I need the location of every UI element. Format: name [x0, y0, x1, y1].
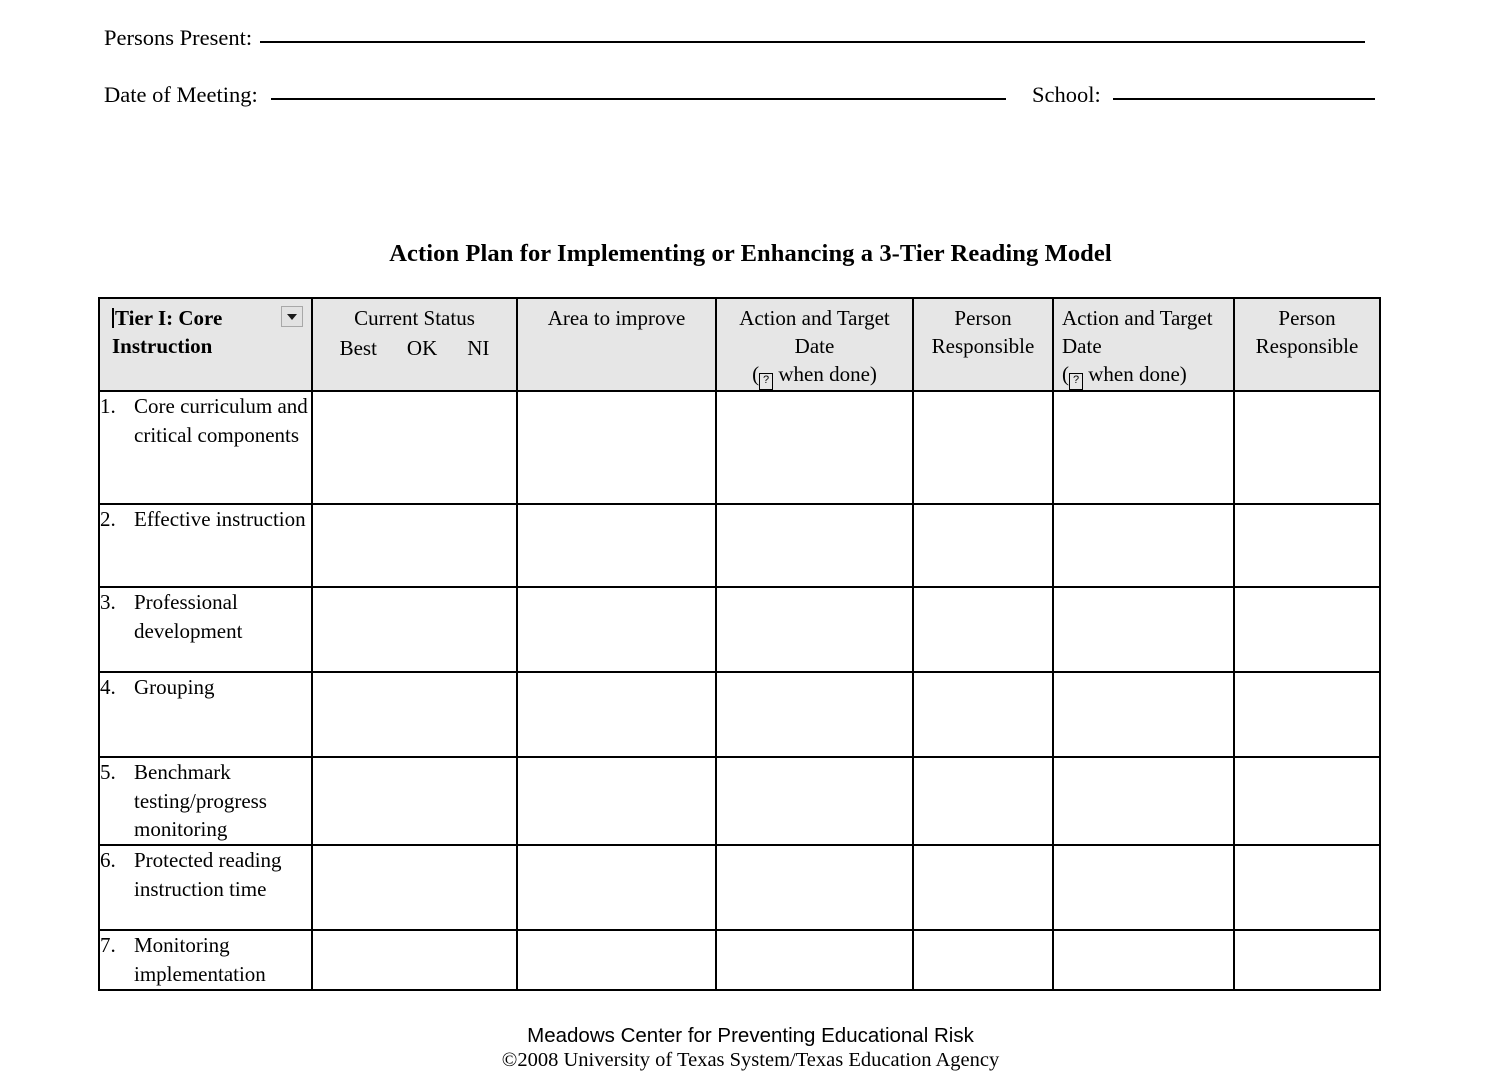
- cell-action-target-date-2[interactable]: [1053, 757, 1234, 845]
- cell-area-to-improve[interactable]: [517, 391, 716, 504]
- footer-copyright: ©2008 University of Texas System/Texas Education Agency: [501, 1049, 1000, 1071]
- cell-current-status[interactable]: [312, 672, 517, 757]
- row-label: Professional development: [134, 589, 243, 643]
- table-row: [99, 845, 1380, 930]
- cell-action-target-date-2[interactable]: [1053, 504, 1234, 587]
- cell-area-to-improve[interactable]: [517, 757, 716, 845]
- column-header-current-status-label: Current Status: [354, 306, 475, 330]
- row-number: 7.: [100, 933, 116, 958]
- persons-present-field[interactable]: [104, 27, 1365, 50]
- row-label-cell: [99, 587, 312, 672]
- row-label-cell: [99, 845, 312, 930]
- cell-current-status[interactable]: [312, 930, 517, 990]
- table-header-row: [99, 298, 1380, 391]
- row-number: 2.: [100, 506, 116, 531]
- column-header-area-to-improve: [517, 298, 716, 391]
- cell-action-target-date-1[interactable]: [716, 672, 913, 757]
- status-option-best[interactable]: Best: [339, 335, 377, 360]
- row-label-cell: [99, 930, 312, 990]
- cell-person-responsible-1[interactable]: [913, 587, 1053, 672]
- column-header-person-responsible-1-label: Person Responsible: [931, 306, 1035, 358]
- notdef-box-icon: ?: [1069, 373, 1083, 390]
- row-label-cell: [99, 504, 312, 587]
- footer: [0, 1023, 1501, 1073]
- cell-current-status[interactable]: [312, 391, 517, 504]
- cell-current-status[interactable]: [312, 757, 517, 845]
- status-scale: [317, 335, 512, 363]
- row-label: Grouping: [134, 674, 215, 699]
- cell-current-status[interactable]: [312, 587, 517, 672]
- cell-area-to-improve[interactable]: [517, 930, 716, 990]
- cell-person-responsible-1[interactable]: [913, 845, 1053, 930]
- cell-person-responsible-2[interactable]: [1234, 504, 1380, 587]
- status-option-ni[interactable]: NI: [467, 335, 490, 360]
- page-title: Action Plan for Implementing or Enhancing a 3-Tier Reading Model: [389, 240, 1112, 267]
- cell-action-target-date-1[interactable]: [716, 504, 913, 587]
- table-header: [99, 298, 1380, 391]
- row-number: 6.: [100, 848, 116, 873]
- notdef-box-icon: ?: [759, 373, 773, 390]
- row-label-cell: [99, 672, 312, 757]
- row-label: Core curriculum and critical components: [134, 393, 308, 447]
- persons-present-label: Persons Present:: [104, 25, 253, 50]
- text-cursor-icon: [112, 308, 114, 328]
- school-input-rule[interactable]: [1113, 97, 1375, 100]
- cell-area-to-improve[interactable]: [517, 672, 716, 757]
- cell-person-responsible-1[interactable]: [913, 672, 1053, 757]
- row-number: 4.: [100, 674, 116, 699]
- cell-person-responsible-2[interactable]: [1234, 587, 1380, 672]
- cell-person-responsible-1[interactable]: [913, 930, 1053, 990]
- row-label: Benchmark testing/progress monitoring: [134, 759, 267, 842]
- chevron-down-icon[interactable]: [281, 306, 303, 327]
- school-field[interactable]: [1032, 84, 1375, 107]
- table-row: [99, 930, 1380, 990]
- column-header-action-note-2: ( ? when done): [1062, 361, 1229, 390]
- row-label: Effective instruction: [134, 506, 306, 531]
- date-of-meeting-label: Date of Meeting:: [104, 82, 258, 107]
- table-row: [99, 757, 1380, 845]
- cell-action-target-date-2[interactable]: [1053, 391, 1234, 504]
- cell-current-status[interactable]: [312, 504, 517, 587]
- column-header-action-target-date-1: [716, 298, 913, 391]
- table-row: [99, 504, 1380, 587]
- cell-person-responsible-1[interactable]: [913, 757, 1053, 845]
- row-label-cell: [99, 391, 312, 504]
- row-number: 1.: [100, 393, 116, 418]
- table-row: [99, 672, 1380, 757]
- cell-person-responsible-2[interactable]: [1234, 672, 1380, 757]
- cell-person-responsible-1[interactable]: [913, 504, 1053, 587]
- cell-action-target-date-1[interactable]: [716, 845, 913, 930]
- school-label: School:: [1032, 82, 1101, 107]
- column-header-current-status: [312, 298, 517, 391]
- table-body: [99, 391, 1380, 990]
- cell-action-target-date-2[interactable]: [1053, 587, 1234, 672]
- column-header-action-note-1: ( ? when done): [721, 361, 908, 390]
- cell-action-target-date-1[interactable]: [716, 930, 913, 990]
- cell-action-target-date-2[interactable]: [1053, 845, 1234, 930]
- column-header-person-responsible-2-label: Person Responsible: [1255, 306, 1359, 358]
- cell-action-target-date-1[interactable]: [716, 757, 913, 845]
- cell-current-status[interactable]: [312, 845, 517, 930]
- cell-person-responsible-1[interactable]: [913, 391, 1053, 504]
- column-header-action-target-date-2: [1053, 298, 1234, 391]
- cell-area-to-improve[interactable]: [517, 587, 716, 672]
- column-header-action-target-date-1-label: Action and Target Date: [739, 306, 890, 358]
- row-label-cell: [99, 757, 312, 845]
- column-header-person-responsible-1: [913, 298, 1053, 391]
- persons-present-input-rule[interactable]: [260, 40, 1365, 43]
- cell-person-responsible-2[interactable]: [1234, 757, 1380, 845]
- row-label: Protected reading instruction time: [134, 848, 282, 901]
- cell-area-to-improve[interactable]: [517, 845, 716, 930]
- column-header-person-responsible-2: [1234, 298, 1380, 391]
- column-header-tier-label: Tier I: Core Instruction: [112, 306, 223, 358]
- cell-area-to-improve[interactable]: [517, 504, 716, 587]
- cell-action-target-date-2[interactable]: [1053, 930, 1234, 990]
- date-of-meeting-input-rule[interactable]: [271, 97, 1006, 100]
- status-option-ok[interactable]: OK: [406, 335, 438, 360]
- cell-action-target-date-2[interactable]: [1053, 672, 1234, 757]
- cell-person-responsible-2[interactable]: [1234, 391, 1380, 504]
- table-row: [99, 391, 1380, 504]
- column-header-area-to-improve-label: Area to improve: [547, 306, 686, 330]
- row-number: 3.: [100, 589, 116, 614]
- date-of-meeting-field[interactable]: [104, 84, 1006, 107]
- column-header-tier[interactable]: [99, 298, 312, 391]
- cell-action-target-date-1[interactable]: [716, 391, 913, 504]
- column-header-action-target-date-2-label: Action and Target Date: [1062, 306, 1213, 358]
- row-label: Monitoring implementation: [134, 933, 266, 986]
- footer-organization: Meadows Center for Preventing Educational Risk: [527, 1024, 974, 1047]
- cell-person-responsible-2[interactable]: [1234, 845, 1380, 930]
- row-number: 5.: [100, 759, 116, 784]
- action-plan-table: [98, 297, 1381, 991]
- cell-person-responsible-2[interactable]: [1234, 930, 1380, 990]
- table-row: [99, 587, 1380, 672]
- cell-action-target-date-1[interactable]: [716, 587, 913, 672]
